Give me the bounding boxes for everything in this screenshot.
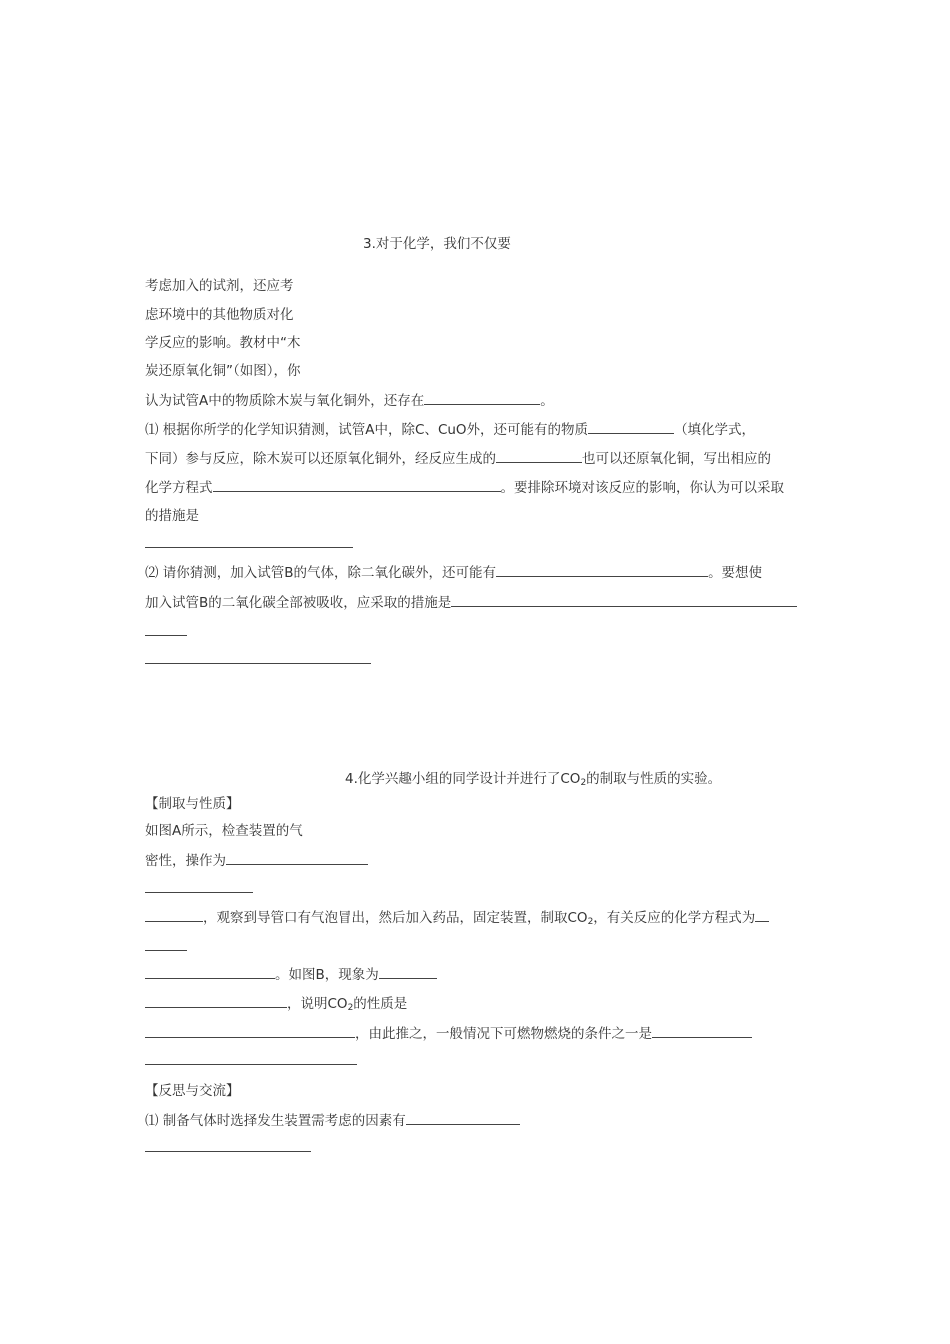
q4-line-2-text: 密性，操作为 — [145, 853, 226, 869]
answer-line[interactable] — [145, 950, 187, 951]
answer-blank[interactable] — [652, 1024, 752, 1038]
answer-blank[interactable] — [379, 965, 437, 979]
answer-line[interactable] — [145, 1064, 357, 1065]
answer-blank[interactable] — [406, 1111, 520, 1125]
q4-line-5-text-b: 的性质是 — [353, 996, 408, 1012]
q3-line-5 — [145, 391, 554, 410]
q3-line-3: 学反应的影响。教材中“木 — [145, 335, 301, 351]
q4-section-heading-2: 【反思与交流】 — [145, 1083, 240, 1099]
q4-line-4 — [145, 965, 437, 984]
q4-line-2 — [145, 851, 368, 870]
answer-blank[interactable] — [226, 851, 368, 865]
answer-blank[interactable] — [213, 478, 501, 492]
q4-title-b: 的制取与性质的实验。 — [586, 771, 722, 787]
q4-line-3-text-b: ，有关反应的化学方程式为 — [593, 910, 756, 926]
q3-line-5-end: 。 — [540, 393, 554, 409]
answer-blank[interactable] — [145, 1024, 355, 1038]
answer-line[interactable] — [145, 547, 353, 548]
q4-line-4-text: 。如图B，现象为 — [275, 967, 379, 983]
q3-line-4: 炭还原氧化铜”（如图），你 — [145, 363, 301, 379]
subscript-2: 2 — [587, 917, 594, 927]
q3-line-2: 虑环境中的其他物质对化 — [145, 307, 294, 323]
q3-part2-line-2 — [145, 593, 797, 612]
q3-title: 3.对于化学，我们不仅要 — [363, 236, 511, 252]
q4-line-3-text-a: ，观察到导管口有气泡冒出，然后加入药品，固定装置，制取CO — [203, 910, 588, 926]
q4-line-5-text-a: ，说明CO — [287, 996, 348, 1012]
answer-blank[interactable] — [588, 420, 674, 434]
answer-line[interactable] — [145, 892, 253, 893]
q3-part2-text-a: ⑵ 请你猜测，加入试管B的气体，除二氧化碳外，还可能有 — [145, 565, 497, 581]
q4-reflect-text: ⑴ 制备气体时选择发生装置需考虑的因素有 — [145, 1113, 406, 1129]
answer-blank[interactable] — [145, 994, 287, 1008]
q3-part1-text-e: 化学方程式 — [145, 480, 213, 496]
q4-title — [345, 770, 721, 792]
q3-part2-text-b: 。要想使 — [708, 565, 763, 581]
q3-part1-text-a: ⑴ 根据你所学的化学知识猜测，试管A中，除C、CuO外，还可能有的物质 — [145, 422, 589, 438]
answer-blank[interactable] — [496, 563, 708, 577]
q3-part1-text-b: （填化学式， — [674, 422, 756, 438]
q4-line-5 — [145, 994, 407, 1017]
q3-part2-line-1 — [145, 563, 762, 582]
answer-blank[interactable] — [424, 391, 540, 405]
q4-line-3 — [145, 908, 769, 931]
subscript-2: 2 — [580, 778, 587, 788]
answer-blank[interactable] — [496, 449, 582, 463]
answer-blank[interactable] — [451, 593, 797, 607]
q3-line-1: 考虑加入的试剂，还应考 — [145, 278, 294, 294]
answer-blank[interactable] — [145, 965, 275, 979]
q4-section-heading-1: 【制取与性质】 — [145, 796, 240, 812]
answer-blank[interactable] — [145, 908, 203, 922]
q3-part1-line-1 — [145, 420, 755, 439]
answer-line[interactable] — [145, 635, 187, 636]
q3-part1-line-3 — [145, 478, 784, 497]
subscript-2: 2 — [347, 1003, 354, 1013]
q4-reflect-line-1 — [145, 1111, 520, 1130]
q3-part1-text-f: 。要排除环境对该反应的影响，你认为可以采取 — [500, 480, 784, 496]
q3-part1-text-d: 也可以还原氧化铜，写出相应的 — [582, 451, 771, 467]
q4-line-6 — [145, 1024, 752, 1043]
answer-blank[interactable] — [755, 908, 769, 922]
answer-line[interactable] — [145, 1151, 311, 1152]
q3-part1-text-c: 下同）参与反应，除木炭可以还原氧化铜外，经反应生成的 — [145, 451, 496, 467]
q4-line-1: 如图A所示，检查装置的气 — [145, 823, 303, 839]
q3-line-5-text: 认为试管A中的物质除木炭与氧化铜外，还存在 — [145, 393, 425, 409]
answer-line[interactable] — [145, 663, 371, 664]
q3-part1-line-2 — [145, 449, 771, 468]
q3-part2-text-c: 加入试管B的二氧化碳全部被吸收，应采取的措施是 — [145, 595, 452, 611]
q3-part1-line-4: 的措施是 — [145, 508, 199, 524]
q4-line-6-text: ，由此推之，一般情况下可燃物燃烧的条件之一是 — [355, 1026, 652, 1042]
q4-title-a: 4.化学兴趣小组的同学设计并进行了CO — [345, 771, 581, 787]
